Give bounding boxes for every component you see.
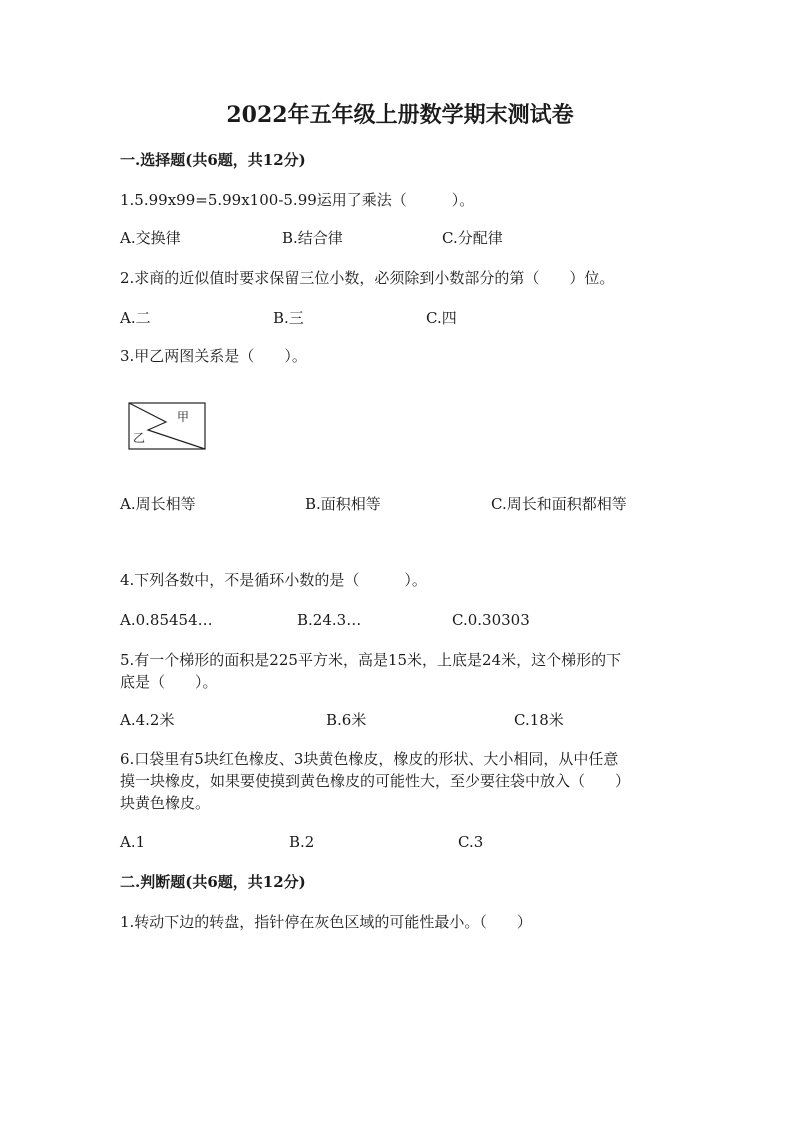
section-heading-choice: 一.选择题(共6题，共12分) [120,151,306,169]
section-heading-judgment: 二.判断题(共6题，共12分) [120,873,306,891]
q4-option-a: A.0.85454… [120,611,213,629]
q3-option-c: C.周长和面积都相等 [491,495,627,513]
q4-option-b: B.24.3… [297,611,362,629]
question-3: 3.甲乙两图关系是（ ）。 [120,347,307,365]
q6-option-a: A.1 [120,833,146,851]
judgment-question-1: 1.转动下边的转盘，指针停在灰色区域的可能性最小。（ ） [120,913,532,931]
q2-option-b: B.三 [273,309,304,327]
q1-option-a: A.交换律 [120,229,181,247]
page-title: 2022年五年级上册数学期末测试卷 [226,102,574,128]
question-6-line-1: 6.口袋里有5块红色橡皮、3块黄色橡皮，橡皮的形状、大小相同，从中任意 [120,750,619,768]
question-4: 4.下列各数中，不是循环小数的是（ ）。 [120,571,427,589]
q6-option-c: C.3 [458,833,484,851]
question-6-line-2: 摸一块橡皮，如果要使摸到黄色橡皮的可能性大，至少要往袋中放入（ ） [120,772,631,790]
q5-option-a: A.4.2米 [120,711,175,729]
yi-label: 乙 [133,431,146,445]
q3-option-a: A.周长相等 [120,495,196,513]
question-5-line-1: 5.有一个梯形的面积是225平方米，高是15米，上底是24米，这个梯形的下 [120,651,622,669]
rectangle-zigzag-diagram [128,402,206,450]
q6-option-b: B.2 [289,833,315,851]
q5-option-b: B.6米 [326,711,367,729]
q3-option-b: B.面积相等 [305,495,381,513]
question-6-line-3: 块黄色橡皮。 [120,794,211,812]
jia-yi-figure [128,402,206,450]
q4-option-c: C.0.30303 [452,611,530,629]
q2-option-c: C.四 [426,309,457,327]
jia-label: 甲 [177,410,190,424]
question-1: 1.5.99x99=5.99x100-5.99运用了乘法（ ）。 [120,191,475,209]
question-2: 2.求商的近似值时要求保留三位小数，必须除到小数部分的第（ ）位。 [120,269,615,287]
q2-option-a: A.二 [120,309,151,327]
q5-option-c: C.18米 [514,711,564,729]
question-5-line-2: 底是（ ）。 [120,673,218,691]
q1-option-c: C.分配律 [442,229,503,247]
q1-option-b: B.结合律 [282,229,343,247]
